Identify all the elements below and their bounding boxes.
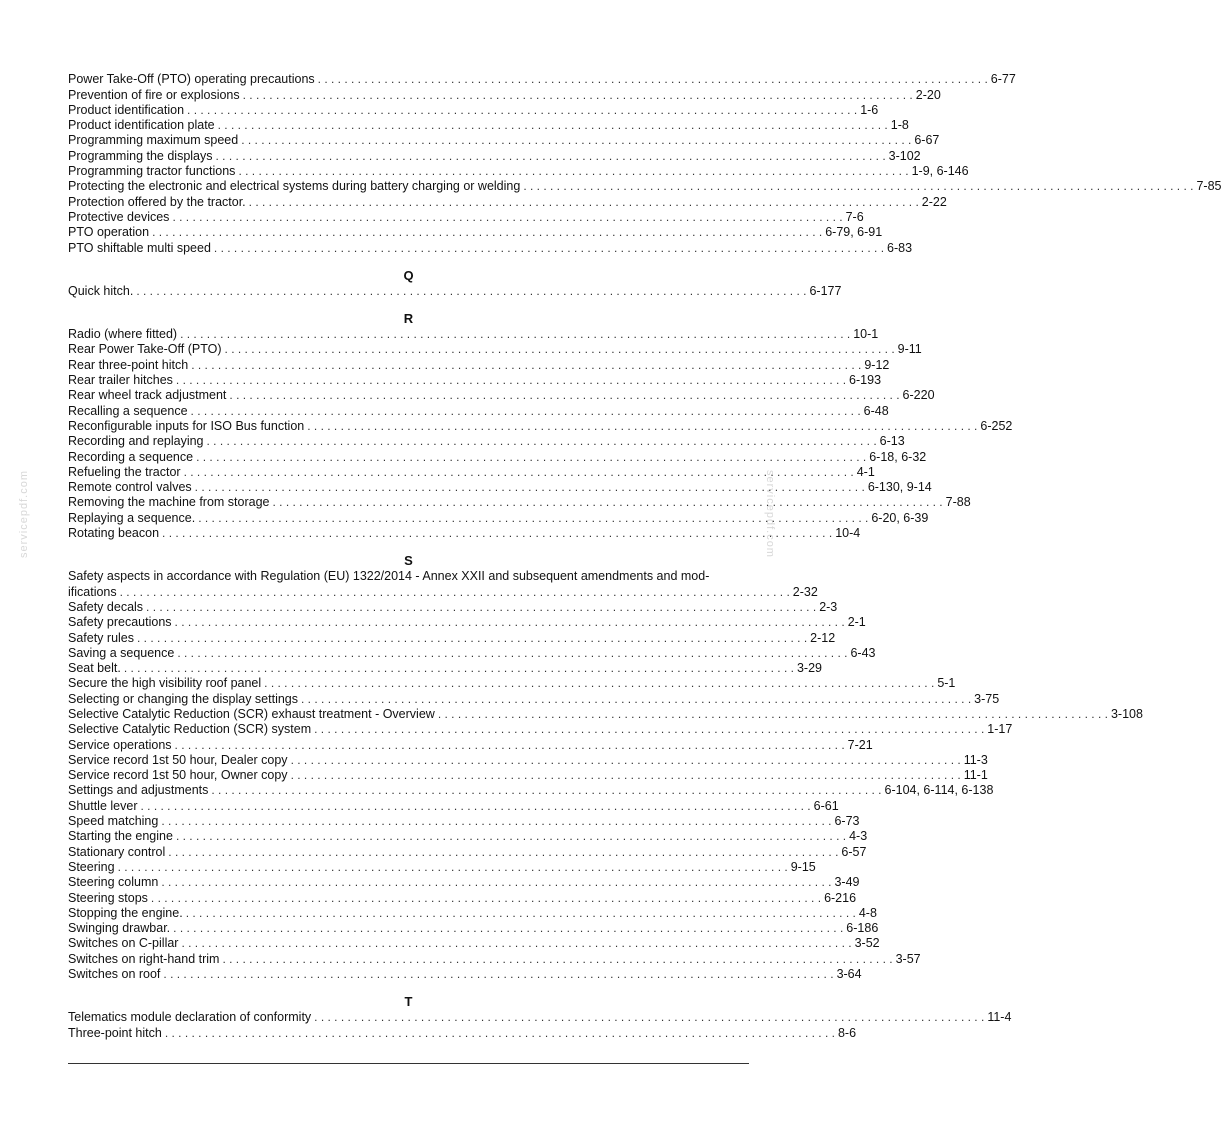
index-entry <box>68 859 816 875</box>
index-entry <box>68 844 867 859</box>
entry-label: Steering <box>68 859 115 874</box>
entry-page-ref: 2-1 <box>847 615 866 630</box>
entry-page-ref: 7-88 <box>945 495 971 510</box>
index-entry <box>68 951 921 966</box>
index-entry <box>68 691 1000 706</box>
dot-leader: . . . . . . . . . . . . . . . . . . . . . . . . . . . . . . . . . . . . . . . . . . . . . . . . . . . . . . . . . . . . . . . . . . . . . . . . . . . . . . . . . . . . . . . . . . . . . . . . . . . . . <box>137 630 808 645</box>
entry-label: Protecting the electronic and electrical systems during battery charging or welding <box>68 179 521 194</box>
index-entry <box>68 737 873 752</box>
index-entry <box>68 829 868 844</box>
index-entry <box>68 1025 857 1040</box>
index-entry <box>68 967 862 982</box>
dot-leader: . . . . . . . . . . . . . . . . . . . . . . . . . . . . . . . . . . . . . . . . . . . . . . . . . . . . . . . . . . . . . . . . . . . . . . . . . . . . . . . . . . . . . . . . . . . . . . . . . . . . . <box>163 967 834 982</box>
entry-label: Rear Power Take-Off (PTO) <box>68 342 222 357</box>
dot-leader: . . . . . . . . . . . . . . . . . . . . . . . . . . . . . . . . . . . . . . . . . . . . . . . . . . . . . . . . . . . . . . . . . . . . . . . . . . . . . . . . . . . . . . . . . . . . . . . . . . . . . <box>173 921 844 936</box>
entry-label: Rear trailer hitches <box>68 373 173 388</box>
entry-label: Recording and replaying <box>68 434 204 449</box>
index-entry <box>68 388 935 403</box>
dot-leader: . . . . . . . . . . . . . . . . . . . . . . . . . . . . . . . . . . . . . . . . . . . . . . . . . . . . . . . . . . . . . . . . . . . . . . . . . . . . . . . . . . . . . . . . . . . . . . . . . . . . . <box>150 890 822 905</box>
entry-page-ref: 6-18, 6-32 <box>869 449 927 464</box>
dot-leader: . . . . . . . . . . . . . . . . . . . . . . . . . . . . . . . . . . . . . . . . . . . . . . . . . . . . . . . . . . . . . . . . . . . . . . . . . . . . . . . . . . . . . . . . . . . . . . . . . . . . . <box>301 691 972 706</box>
dot-leader: . . . . . . . . . . . . . . . . . . . . . . . . . . . . . . . . . . . . . . . . . . . . . . . . . . . . . . . . . . . . . . . . . . . . . . . . . . . . . . . . . . . . . . . . . . . . . . . . . . . . . <box>177 645 848 660</box>
entry-label: Steering column <box>68 875 159 890</box>
entry-label: Speed matching <box>68 814 159 829</box>
entry-page-ref: 4-8 <box>858 905 877 920</box>
entry-label: PTO operation <box>68 225 150 240</box>
dot-leader: . . . . . . . . . . . . . . . . . . . . . . . . . . . . . . . . . . . . . . . . . . . . . . . . . . . . . . . . . . . . . . . . . . . . . . . . . . . . . . . . . . . . . . . . . . . . . . . . . . . . . <box>272 495 943 510</box>
index-entry <box>68 676 956 691</box>
index-entry <box>68 449 927 464</box>
entry-label: Product identification <box>68 102 185 117</box>
index-entry <box>68 798 839 813</box>
entry-label: Recalling a sequence <box>68 403 188 418</box>
entry-label: Removing the machine from storage <box>68 495 270 510</box>
entry-label: Stationary control <box>68 844 166 859</box>
entry-page-ref: 3-64 <box>836 967 862 982</box>
index-entry <box>68 814 860 829</box>
entry-page-ref: 9-12 <box>864 357 890 372</box>
dot-leader: . . . . . . . . . . . . . . . . . . . . . . . . . . . . . . . . . . . . . . . . . . . . . . . . . . . . . . . . . . . . . . . . . . . . . . . . . . . . . . . . . . . . . . . . . . . . . . . . . . . . . <box>191 357 862 372</box>
entry-label: Programming the displays <box>68 148 213 163</box>
entry-label: Settings and adjustments <box>68 783 209 798</box>
entry-label: Swinging drawbar. <box>68 921 171 936</box>
entry-label: Seat belt. <box>68 661 121 676</box>
entry-page-ref: 6-252 <box>980 418 1013 433</box>
index-entry <box>68 661 822 676</box>
dot-leader: . . . . . . . . . . . . . . . . . . . . . . . . . . . . . . . . . . . . . . . . . . . . . . . . . . . . . . . . . . . . . . . . . . . . . . . . . . . . . . . . . . . . . . . . . . . . . . . . . . . . . <box>119 584 790 599</box>
index-entry <box>68 327 879 342</box>
entry-page-ref: 6-220 <box>902 388 935 403</box>
dot-leader: . . . . . . . . . . . . . . . . . . . . . . . . . . . . . . . . . . . . . . . . . . . . . . . . . . . . . . . . . . . . . . . . . . . . . . . . . . . . . . . . . . . . . . . . . . . . . . . . . . . . . <box>161 875 832 890</box>
entry-label: Shuttle lever <box>68 798 138 813</box>
section-letter-heading: R <box>403 310 414 326</box>
entry-page-ref: 11-3 <box>963 752 988 767</box>
entry-page-ref: 3-102 <box>888 148 921 163</box>
index-section <box>68 267 842 299</box>
entry-label: PTO shiftable multi speed <box>68 240 211 255</box>
index-entry <box>68 118 909 133</box>
dot-leader: . . . . . . . . . . . . . . . . . . . . . . . . . . . . . . . . . . . . . . . . . . . . . . . . . . . . . . . . . . . . . . . . . . . . . . . . . . . . . . . . . . . . . . . . . . . . . . . . . . . . . <box>146 599 817 614</box>
dot-leader: . . . . . . . . . . . . . . . . . . . . . . . . . . . . . . . . . . . . . . . . . . . . . . . . . . . . . . . . . . . . . . . . . . . . . . . . . . . . . . . . . . . . . . . . . . . . . . . . . . . . . <box>190 403 861 418</box>
entry-label: Steering stops <box>68 890 148 905</box>
index-entry <box>68 768 988 783</box>
entry-page-ref: 3-29 <box>796 661 822 676</box>
index-entry <box>68 179 1222 194</box>
entry-page-ref: 6-20, 6-39 <box>871 510 929 525</box>
entry-label: Rear wheel track adjustment <box>68 388 227 403</box>
entry-page-ref: 6-79, 6-91 <box>825 225 883 240</box>
dot-leader: . . . . . . . . . . . . . . . . . . . . . . . . . . . . . . . . . . . . . . . . . . . . . . . . . . . . . . . . . . . . . . . . . . . . . . . . . . . . . . . . . . . . . . . . . . . . . . . . . . . . . <box>162 526 833 541</box>
entry-page-ref: 2-12 <box>810 630 836 645</box>
index-entry <box>68 225 883 240</box>
entry-label: Rotating beacon <box>68 526 160 541</box>
entry-label: Switches on C-pillar <box>68 936 179 951</box>
dot-leader: . . . . . . . . . . . . . . . . . . . . . . . . . . . . . . . . . . . . . . . . . . . . . . . . . . . . . . . . . . . . . . . . . . . . . . . . . . . . . . . . . . . . . . . . . . . . . . . . . . . . . <box>238 164 909 179</box>
index-entry <box>68 875 860 890</box>
dot-leader: . . . . . . . . . . . . . . . . . . . . . . . . . . . . . . . . . . . . . . . . . . . . . . . . . . . . . . . . . . . . . . . . . . . . . . . . . . . . . . . . . . . . . . . . . . . . . . . . . . . . . <box>198 510 869 525</box>
entry-label: Three-point hitch <box>68 1025 162 1040</box>
entry-label: Programming maximum speed <box>68 133 239 148</box>
entry-label: Switches on right-hand trim <box>68 951 220 966</box>
entry-page-ref: 9-11 <box>897 342 922 357</box>
entry-label: Telematics module declaration of conformity <box>68 1010 312 1025</box>
index-entry <box>68 342 922 357</box>
section-letter-heading: T <box>404 994 413 1010</box>
dot-leader: . . . . . . . . . . . . . . . . . . . . . . . . . . . . . . . . . . . . . . . . . . . . . . . . . . . . . . . . . . . . . . . . . . . . . . . . . . . . . . . . . . . . . . . . . . . . . . . . . . . . . <box>140 798 811 813</box>
entry-page-ref: 3-108 <box>1110 706 1143 721</box>
entry-page-ref: 2-20 <box>915 87 941 102</box>
entry-page-ref: 3-52 <box>854 936 880 951</box>
entry-page-ref: 2-32 <box>792 584 818 599</box>
watermark-right: servicepdf.com <box>764 470 776 558</box>
section-letter-heading: S <box>404 553 413 569</box>
entry-label: Service record 1st 50 hour, Dealer copy <box>68 752 288 767</box>
entry-page-ref: 6-43 <box>850 645 876 660</box>
entry-label: Product identification plate <box>68 118 215 133</box>
entry-page-ref: 9-15 <box>790 859 816 874</box>
dot-leader: . . . . . . . . . . . . . . . . . . . . . . . . . . . . . . . . . . . . . . . . . . . . . . . . . . . . . . . . . . . . . . . . . . . . . . . . . . . . . . . . . . . . . . . . . . . . . . . . . . . . . <box>174 737 845 752</box>
entry-label: Remote control valves <box>68 480 192 495</box>
dot-leader: . . . . . . . . . . . . . . . . . . . . . . . . . . . . . . . . . . . . . . . . . . . . . . . . . . . . . . . . . . . . . . . . . . . . . . . . . . . . . . . . . . . . . . . . . . . . . . . . . . . . . <box>196 449 867 464</box>
dot-leader: . . . . . . . . . . . . . . . . . . . . . . . . . . . . . . . . . . . . . . . . . . . . . . . . . . . . . . . . . . . . . . . . . . . . . . . . . . . . . . . . . . . . . . . . . . . . . . . . . . . . . <box>175 373 847 388</box>
index-entry <box>68 194 947 209</box>
dot-leader: . . . . . . . . . . . . . . . . . . . . . . . . . . . . . . . . . . . . . . . . . . . . . . . . . . . . . . . . . . . . . . . . . . . . . . . . . . . . . . . . . . . . . . . . . . . . . . . . . . . . . <box>123 661 794 676</box>
footer-rule <box>68 1063 749 1064</box>
dot-leader: . . . . . . . . . . . . . . . . . . . . . . . . . . . . . . . . . . . . . . . . . . . . . . . . . . . . . . . . . . . . . . . . . . . . . . . . . . . . . . . . . . . . . . . . . . . . . . . . . . . . . <box>314 1010 985 1025</box>
dot-leader: . . . . . . . . . . . . . . . . . . . . . . . . . . . . . . . . . . . . . . . . . . . . . . . . . . . . . . . . . . . . . . . . . . . . . . . . . . . . . . . . . . . . . . . . . . . . . . . . . . . . . <box>213 240 885 255</box>
dot-leader: . . . . . . . . . . . . . . . . . . . . . . . . . . . . . . . . . . . . . . . . . . . . . . . . . . . . . . . . . . . . . . . . . . . . . . . . . . . . . . . . . . . . . . . . . . . . . . . . . . . . . <box>194 480 865 495</box>
entry-page-ref: 4-3 <box>849 829 868 844</box>
entry-page-ref: 1-17 <box>987 722 1013 737</box>
entry-page-ref: 1-6 <box>860 102 879 117</box>
entry-label: Radio (where fitted) <box>68 327 178 342</box>
entry-page-ref: 11-4 <box>987 1010 1012 1025</box>
index-entry <box>68 164 969 179</box>
index-entry <box>68 1010 1012 1025</box>
dot-leader: . . . . . . . . . . . . . . . . . . . . . . . . . . . . . . . . . . . . . . . . . . . . . . . . . . . . . . . . . . . . . . . . . . . . . . . . . . . . . . . . . . . . . . . . . . . . . . . . . . . . . <box>164 1025 835 1040</box>
entry-page-ref: 6-177 <box>809 283 842 298</box>
index-section <box>68 994 1012 1041</box>
entry-page-ref: 7-6 <box>845 209 864 224</box>
entry-label: Secure the high visibility roof panel <box>68 676 262 691</box>
index-entry <box>68 283 842 299</box>
entry-label: Service operations <box>68 737 172 752</box>
index-entry <box>68 87 941 102</box>
index-section <box>68 553 1143 982</box>
dot-leader: . . . . . . . . . . . . . . . . . . . . . . . . . . . . . . . . . . . . . . . . . . . . . . . . . . . . . . . . . . . . . . . . . . . . . . . . . . . . . . . . . . . . . . . . . . . . . . . . . . . . . <box>185 905 856 920</box>
entry-label: Refueling the tractor <box>68 464 181 479</box>
entry-page-ref: 6-73 <box>834 814 860 829</box>
entry-page-ref: 4-1 <box>856 464 875 479</box>
entry-page-ref: 6-48 <box>863 403 889 418</box>
dot-leader: . . . . . . . . . . . . . . . . . . . . . . . . . . . . . . . . . . . . . . . . . . . . . . . . . . . . . . . . . . . . . . . . . . . . . . . . . . . . . . . . . . . . . . . . . . . . . . . . . . . . . <box>290 752 961 767</box>
index-entry <box>68 630 836 645</box>
dot-leader: . . . . . . . . . . . . . . . . . . . . . . . . . . . . . . . . . . . . . . . . . . . . . . . . . . . . . . . . . . . . . . . . . . . . . . . . . . . . . . . . . . . . . . . . . . . . . . . . . . . . . <box>180 327 851 342</box>
entry-page-ref: 7-85 <box>1196 179 1222 194</box>
dot-leader: . . . . . . . . . . . . . . . . . . . . . . . . . . . . . . . . . . . . . . . . . . . . . . . . . . . . . . . . . . . . . . . . . . . . . . . . . . . . . . . . . . . . . . . . . . . . . . . . . . . . . <box>222 951 893 966</box>
entry-label: Programming tractor functions <box>68 164 236 179</box>
entry-label: Selective Catalytic Reduction (SCR) system <box>68 722 312 737</box>
dot-leader: . . . . . . . . . . . . . . . . . . . . . . . . . . . . . . . . . . . . . . . . . . . . . . . . . . . . . . . . . . . . . . . . . . . . . . . . . . . . . . . . . . . . . . . . . . . . . . . . . . . . . <box>211 783 882 798</box>
dot-leader: . . . . . . . . . . . . . . . . . . . . . . . . . . . . . . . . . . . . . . . . . . . . . . . . . . . . . . . . . . . . . . . . . . . . . . . . . . . . . . . . . . . . . . . . . . . . . . . . . . . . . <box>217 118 888 133</box>
index-entry <box>68 240 913 255</box>
dot-leader: . . . . . . . . . . . . . . . . . . . . . . . . . . . . . . . . . . . . . . . . . . . . . . . . . . . . . . . . . . . . . . . . . . . . . . . . . . . . . . . . . . . . . . . . . . . . . . . . . . . . . <box>168 844 839 859</box>
watermark-left: servicepdf.com <box>18 470 30 558</box>
dot-leader: . . . . . . . . . . . . . . . . . . . . . . . . . . . . . . . . . . . . . . . . . . . . . . . . . . . . . . . . . . . . . . . . . . . . . . . . . . . . . . . . . . . . . . . . . . . . . . . . . . . . . <box>174 615 845 630</box>
index-entry <box>68 936 880 951</box>
entry-page-ref: 1-8 <box>890 118 909 133</box>
entry-page-ref: 2-3 <box>819 599 838 614</box>
index-entry <box>68 373 882 388</box>
dot-leader: . . . . . . . . . . . . . . . . . . . . . . . . . . . . . . . . . . . . . . . . . . . . . . . . . . . . . . . . . . . . . . . . . . . . . . . . . . . . . . . . . . . . . . . . . . . . . . . . . . . . . <box>175 829 847 844</box>
section-letter-heading: Q <box>403 267 414 283</box>
dot-leader: . . . . . . . . . . . . . . . . . . . . . . . . . . . . . . . . . . . . . . . . . . . . . . . . . . . . . . . . . . . . . . . . . . . . . . . . . . . . . . . . . . . . . . . . . . . . . . . . . . . . . <box>117 859 788 874</box>
entry-page-ref: 6-216 <box>824 890 857 905</box>
entry-page-ref: 3-57 <box>895 951 921 966</box>
entry-page-ref: 8-6 <box>837 1025 857 1040</box>
entry-page-ref: 1-9, 6-146 <box>911 164 969 179</box>
index-entry <box>68 133 940 148</box>
dot-leader: . . . . . . . . . . . . . . . . . . . . . . . . . . . . . . . . . . . . . . . . . . . . . . . . . . . . . . . . . . . . . . . . . . . . . . . . . . . . . . . . . . . . . . . . . . . . . . . . . . . . . <box>181 936 852 951</box>
index-entry <box>68 72 1016 87</box>
index-entry <box>68 752 988 768</box>
entry-page-ref: 10-4 <box>835 526 861 541</box>
entry-label: Replaying a sequence. <box>68 510 196 525</box>
dot-leader: . . . . . . . . . . . . . . . . . . . . . . . . . . . . . . . . . . . . . . . . . . . . . . . . . . . . . . . . . . . . . . . . . . . . . . . . . . . . . . . . . . . . . . . . . . . . . . . . . . . . . <box>307 418 978 433</box>
dot-leader: . . . . . . . . . . . . . . . . . . . . . . . . . . . . . . . . . . . . . . . . . . . . . . . . . . . . . . . . . . . . . . . . . . . . . . . . . . . . . . . . . . . . . . . . . . . . . . . . . . . . . <box>183 464 854 479</box>
dot-leader: . . . . . . . . . . . . . . . . . . . . . . . . . . . . . . . . . . . . . . . . . . . . . . . . . . . . . . . . . . . . . . . . . . . . . . . . . . . . . . . . . . . . . . . . . . . . . . . . . . . . . <box>161 814 832 829</box>
entry-label: Saving a sequence <box>68 645 175 660</box>
dot-leader: . . . . . . . . . . . . . . . . . . . . . . . . . . . . . . . . . . . . . . . . . . . . . . . . . . . . . . . . . . . . . . . . . . . . . . . . . . . . . . . . . . . . . . . . . . . . . . . . . . . . . <box>523 179 1194 194</box>
entry-label: Switches on roof <box>68 967 161 982</box>
entry-page-ref: 6-130, 9-14 <box>867 480 932 495</box>
entry-label: Power Take-Off (PTO) operating precautions <box>68 72 315 87</box>
index-entry <box>68 148 921 163</box>
dot-leader: . . . . . . . . . . . . . . . . . . . . . . . . . . . . . . . . . . . . . . . . . . . . . . . . . . . . . . . . . . . . . . . . . . . . . . . . . . . . . . . . . . . . . . . . . . . . . . . . . . . . . <box>290 768 961 783</box>
index-entry <box>68 102 879 118</box>
index-entry <box>68 783 994 798</box>
entry-label: Prevention of fire or explosions <box>68 87 240 102</box>
entry-page-ref: 10-1 <box>853 327 879 342</box>
index-entry <box>68 495 971 510</box>
entry-page-ref: 6-77 <box>990 72 1016 87</box>
entry-page-ref: 6-83 <box>887 240 913 255</box>
index-entry <box>68 615 866 630</box>
entry-label: Safety decals <box>68 599 144 614</box>
entry-page-ref: 2-22 <box>921 194 947 209</box>
index-entry <box>68 526 861 541</box>
dot-leader: . . . . . . . . . . . . . . . . . . . . . . . . . . . . . . . . . . . . . . . . . . . . . . . . . . . . . . . . . . . . . . . . . . . . . . . . . . . . . . . . . . . . . . . . . . . . . . . . . . . . . <box>229 388 900 403</box>
entry-label: Recording a sequence <box>68 449 194 464</box>
index-entry <box>68 209 864 225</box>
index-entry <box>68 403 889 418</box>
dot-leader: . . . . . . . . . . . . . . . . . . . . . . . . . . . . . . . . . . . . . . . . . . . . . . . . . . . . . . . . . . . . . . . . . . . . . . . . . . . . . . . . . . . . . . . . . . . . . . . . . . . . . <box>187 102 858 117</box>
entry-page-ref: 7-21 <box>847 737 873 752</box>
entry-page-ref: 6-61 <box>813 798 839 813</box>
index-entry <box>68 905 877 921</box>
index-entry <box>68 890 857 905</box>
dot-leader: . . . . . . . . . . . . . . . . . . . . . . . . . . . . . . . . . . . . . . . . . . . . . . . . . . . . . . . . . . . . . . . . . . . . . . . . . . . . . . . . . . . . . . . . . . . . . . . . . . . . . <box>215 148 886 163</box>
entry-page-ref: 5-1 <box>937 676 956 691</box>
dot-leader: . . . . . . . . . . . . . . . . . . . . . . . . . . . . . . . . . . . . . . . . . . . . . . . . . . . . . . . . . . . . . . . . . . . . . . . . . . . . . . . . . . . . . . . . . . . . . . . . . . . . . <box>437 706 1108 721</box>
dot-leader: . . . . . . . . . . . . . . . . . . . . . . . . . . . . . . . . . . . . . . . . . . . . . . . . . . . . . . . . . . . . . . . . . . . . . . . . . . . . . . . . . . . . . . . . . . . . . . . . . . . . . <box>317 72 988 87</box>
entry-label: Selecting or changing the display settings <box>68 691 299 706</box>
entry-label: Service record 1st 50 hour, Owner copy <box>68 768 288 783</box>
index-entry <box>68 645 876 661</box>
index-entry <box>68 921 879 936</box>
index-entry <box>68 510 929 525</box>
entry-label: Safety precautions <box>68 615 172 630</box>
dot-leader: . . . . . . . . . . . . . . . . . . . . . . . . . . . . . . . . . . . . . . . . . . . . . . . . . . . . . . . . . . . . . . . . . . . . . . . . . . . . . . . . . . . . . . . . . . . . . . . . . . . . . <box>136 283 807 298</box>
entry-page-ref: 6-104, 6-114, 6-138 <box>884 783 994 798</box>
entry-label: Selective Catalytic Reduction (SCR) exhaust treatment - Overview <box>68 706 435 721</box>
entry-page-ref: 3-75 <box>974 691 1000 706</box>
index-pre-list <box>68 72 1222 256</box>
entry-label: Protective devices <box>68 209 170 224</box>
dot-leader: . . . . . . . . . . . . . . . . . . . . . . . . . . . . . . . . . . . . . . . . . . . . . . . . . . . . . . . . . . . . . . . . . . . . . . . . . . . . . . . . . . . . . . . . . . . . . . . . . . . . . <box>242 87 913 102</box>
entry-page-ref: 6-67 <box>914 133 940 148</box>
dot-leader: . . . . . . . . . . . . . . . . . . . . . . . . . . . . . . . . . . . . . . . . . . . . . . . . . . . . . . . . . . . . . . . . . . . . . . . . . . . . . . . . . . . . . . . . . . . . . . . . . . . . . <box>172 209 843 224</box>
entry-label: Stopping the engine. <box>68 905 183 920</box>
index-entry <box>68 569 818 600</box>
dot-leader: . . . . . . . . . . . . . . . . . . . . . . . . . . . . . . . . . . . . . . . . . . . . . . . . . . . . . . . . . . . . . . . . . . . . . . . . . . . . . . . . . . . . . . . . . . . . . . . . . . . . . <box>314 722 985 737</box>
entry-page-ref: 6-193 <box>849 373 882 388</box>
entry-label: Quick hitch. <box>68 283 134 298</box>
index-entry <box>68 357 890 372</box>
entry-label: Starting the engine <box>68 829 173 844</box>
dot-leader: . . . . . . . . . . . . . . . . . . . . . . . . . . . . . . . . . . . . . . . . . . . . . . . . . . . . . . . . . . . . . . . . . . . . . . . . . . . . . . . . . . . . . . . . . . . . . . . . . . . . . <box>241 133 912 148</box>
index-entry <box>68 434 905 449</box>
entry-page-ref: 3-49 <box>834 875 860 890</box>
entry-label: Safety aspects in accordance with Regulation (EU) 1322/2014 - Annex XXII and subsequent amendments and mod- <box>68 569 710 584</box>
dot-leader: . . . . . . . . . . . . . . . . . . . . . . . . . . . . . . . . . . . . . . . . . . . . . . . . . . . . . . . . . . . . . . . . . . . . . . . . . . . . . . . . . . . . . . . . . . . . . . . . . . . . . <box>248 194 919 209</box>
dot-leader: . . . . . . . . . . . . . . . . . . . . . . . . . . . . . . . . . . . . . . . . . . . . . . . . . . . . . . . . . . . . . . . . . . . . . . . . . . . . . . . . . . . . . . . . . . . . . . . . . . . . . <box>152 225 823 240</box>
entry-page-ref: 6-13 <box>879 434 905 449</box>
dot-leader: . . . . . . . . . . . . . . . . . . . . . . . . . . . . . . . . . . . . . . . . . . . . . . . . . . . . . . . . . . . . . . . . . . . . . . . . . . . . . . . . . . . . . . . . . . . . . . . . . . . . . <box>264 676 935 691</box>
entry-page-ref: 6-186 <box>846 921 879 936</box>
index-entry <box>68 418 1013 434</box>
entry-page-ref: 6-57 <box>841 844 867 859</box>
entry-label: Reconfigurable inputs for ISO Bus function <box>68 418 305 433</box>
dot-leader: . . . . . . . . . . . . . . . . . . . . . . . . . . . . . . . . . . . . . . . . . . . . . . . . . . . . . . . . . . . . . . . . . . . . . . . . . . . . . . . . . . . . . . . . . . . . . . . . . . . . . <box>206 434 877 449</box>
index-entry <box>68 706 1143 722</box>
index-entry <box>68 480 932 495</box>
entry-label: Safety rules <box>68 630 135 645</box>
dot-leader: . . . . . . . . . . . . . . . . . . . . . . . . . . . . . . . . . . . . . . . . . . . . . . . . . . . . . . . . . . . . . . . . . . . . . . . . . . . . . . . . . . . . . . . . . . . . . . . . . . . . . <box>224 342 895 357</box>
index-entry <box>68 464 875 480</box>
entry-label: Protection offered by the tractor. <box>68 194 246 209</box>
index-entry <box>68 722 1013 737</box>
entry-label-continuation: ifications <box>68 584 117 599</box>
entry-page-ref: 11-1 <box>963 768 988 783</box>
entry-label: Rear three-point hitch <box>68 357 189 372</box>
index-entry <box>68 599 838 615</box>
